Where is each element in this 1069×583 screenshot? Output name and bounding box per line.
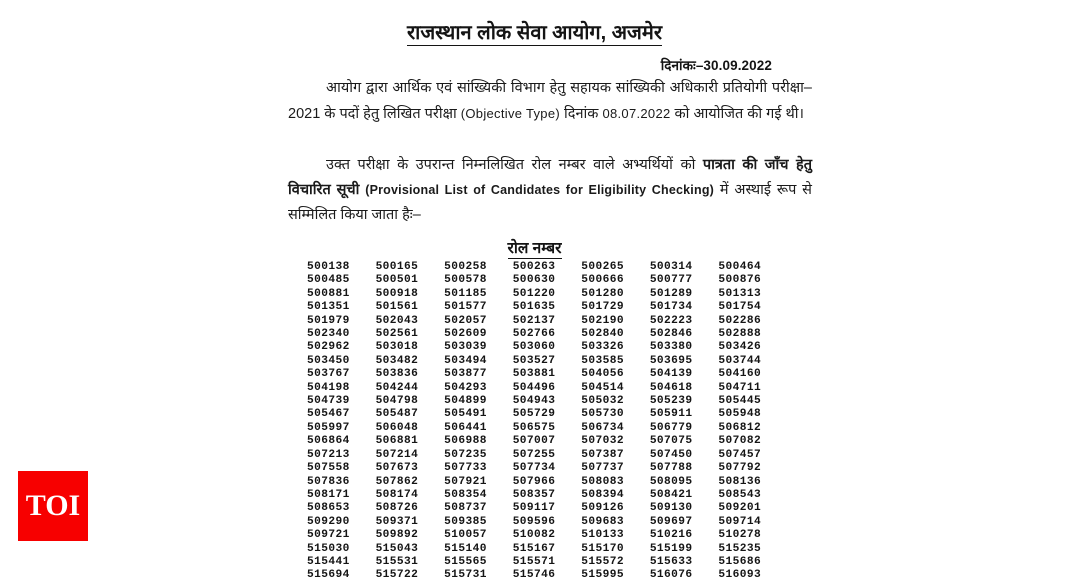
table-row	[307, 341, 787, 354]
roll-number-cell: 504618	[649, 381, 693, 394]
roll-number-cell: 501979	[307, 314, 350, 327]
roll-number-cell: 515995	[581, 569, 624, 582]
roll-number-cell: 502888	[718, 328, 762, 341]
roll-number-cell: 515235	[718, 542, 762, 555]
roll-number-cell: 507214	[375, 448, 419, 461]
roll-number-cell: 505467	[307, 408, 350, 421]
roll-number-cell: 507737	[581, 462, 624, 475]
roll-number-cell: 500165	[375, 261, 419, 273]
roll-number-cell: 505445	[718, 395, 762, 408]
roll-number-cell: 504496	[512, 381, 556, 394]
table-row	[307, 288, 787, 301]
roll-number-cell: 501635	[512, 301, 556, 314]
table-row	[307, 529, 787, 542]
roll-number-cell: 509683	[581, 515, 624, 528]
roll-number-cell: 506441	[444, 421, 487, 434]
table-row	[307, 462, 787, 475]
roll-number-cell: 505487	[375, 408, 419, 421]
roll-number-cell: 507213	[307, 448, 350, 461]
roll-number-cell: 503744	[718, 354, 762, 367]
table-row	[307, 408, 787, 421]
roll-number-cell: 502286	[718, 314, 762, 327]
roll-number-cell: 500578	[444, 274, 487, 287]
roll-number-cell: 503060	[512, 341, 556, 354]
roll-number-heading	[0, 236, 1069, 258]
roll-number-cell: 505729	[512, 408, 556, 421]
roll-number-cell: 507387	[581, 448, 624, 461]
roll-number-cell: 507792	[718, 462, 762, 475]
roll-number-cell: 503326	[581, 341, 624, 354]
roll-number-cell: 506048	[375, 421, 419, 434]
roll-number-cell: 515746	[512, 569, 556, 582]
roll-number-cell: 504244	[375, 381, 419, 394]
roll-number-cell: 501729	[581, 301, 624, 314]
roll-number-cell: 516093	[718, 569, 762, 582]
page-title-text: राजस्थान लोक सेवा आयोग, अजमेर	[406, 22, 663, 44]
para2-english-note: (Provisional List of Candidates for Eligibility Checking)	[365, 183, 715, 197]
roll-number-cell: 500138	[307, 261, 350, 273]
roll-number-cell: 508174	[375, 488, 419, 501]
roll-number-cell: 505911	[649, 408, 693, 421]
roll-number-cell: 515043	[375, 542, 419, 555]
roll-number-cell: 505997	[307, 421, 350, 434]
roll-number-cell: 515167	[512, 542, 556, 555]
roll-number-cell: 508726	[375, 502, 419, 515]
roll-number-cell: 509385	[444, 515, 487, 528]
roll-number-cell: 504739	[307, 395, 350, 408]
table-row	[307, 328, 787, 341]
roll-number-cell: 502561	[375, 328, 419, 341]
document-date: दिनांकः–30.09.2022	[660, 58, 772, 73]
roll-number-cell: 504798	[375, 395, 419, 408]
para1-line1: आयोग द्वारा आर्थिक एवं सांख्यिकी विभाग हेतु सहायक सांख्यिकी अधिकारी	[326, 80, 718, 96]
roll-number-cell: 502846	[649, 328, 693, 341]
roll-number-cell: 509714	[718, 515, 762, 528]
table-row	[307, 274, 787, 287]
roll-number-cell: 509371	[375, 515, 419, 528]
roll-number-cell: 507788	[649, 462, 693, 475]
roll-number-cell: 508653	[307, 502, 350, 515]
roll-number-cell: 515633	[649, 555, 693, 568]
table-row	[307, 435, 787, 448]
page-title	[0, 18, 1069, 45]
roll-number-cell: 503018	[375, 341, 419, 354]
roll-number-cell: 500881	[307, 287, 350, 300]
para1-line2b: दिनांक	[559, 106, 603, 122]
roll-number-cell: 515170	[581, 542, 624, 555]
roll-number-cell: 507558	[307, 462, 350, 475]
roll-number-cell: 510216	[649, 529, 693, 542]
roll-number-cell: 507082	[718, 435, 762, 448]
roll-number-cell: 504899	[444, 395, 487, 408]
roll-number-cell: 500918	[375, 287, 419, 300]
roll-number-cell: 506779	[649, 421, 693, 434]
roll-number-cell: 515722	[375, 569, 419, 582]
roll-number-cell: 509697	[649, 515, 693, 528]
table-row	[307, 543, 787, 556]
roll-number-cell: 515686	[718, 555, 762, 568]
roll-number-cell: 503836	[375, 368, 419, 381]
roll-number-cell: 515441	[307, 555, 350, 568]
roll-number-cell: 503585	[581, 354, 624, 367]
toi-logo	[18, 471, 88, 541]
roll-number-table	[307, 261, 787, 583]
roll-number-cell: 503039	[444, 341, 487, 354]
roll-number-cell: 502840	[581, 328, 624, 341]
roll-number-cell: 504160	[718, 368, 762, 381]
roll-number-cell: 502043	[375, 314, 419, 327]
roll-number-cell: 508394	[581, 488, 624, 501]
roll-number-cell: 502190	[581, 314, 624, 327]
table-row	[307, 449, 787, 462]
roll-number-cell: 510057	[444, 529, 487, 542]
roll-number-cell: 515572	[581, 555, 624, 568]
roll-number-cell: 500630	[512, 274, 556, 287]
roll-number-cell: 500666	[581, 274, 624, 287]
toi-logo-text: TOI	[25, 489, 81, 522]
para2-bold-phrase: पात्रता की जाँच हेतु विचारित सूची	[288, 157, 812, 198]
roll-number-heading-text: रोल नम्बर	[507, 240, 562, 257]
table-row	[307, 382, 787, 395]
table-row	[307, 315, 787, 328]
roll-number-cell: 515140	[444, 542, 487, 555]
roll-number-cell: 503426	[718, 341, 762, 354]
roll-number-cell: 507862	[375, 475, 419, 488]
roll-number-cell: 505239	[649, 395, 693, 408]
roll-number-cell: 509130	[649, 502, 693, 515]
roll-number-cell: 501289	[649, 287, 693, 300]
roll-number-cell: 503695	[649, 354, 693, 367]
roll-number-cell: 500258	[444, 261, 487, 273]
roll-number-cell: 505491	[444, 408, 487, 421]
roll-number-cell: 506881	[375, 435, 419, 448]
roll-number-cell: 507450	[649, 448, 693, 461]
paragraph-exam-details	[288, 76, 812, 127]
roll-number-cell: 500263	[512, 261, 556, 273]
roll-number-cell: 500314	[649, 261, 693, 273]
roll-number-cell: 504056	[581, 368, 624, 381]
roll-number-cell: 502057	[444, 314, 487, 327]
roll-number-cell: 500501	[375, 274, 419, 287]
roll-number-cell: 508357	[512, 488, 556, 501]
table-row	[307, 516, 787, 529]
roll-number-cell: 506864	[307, 435, 350, 448]
roll-number-cell: 502962	[307, 341, 350, 354]
roll-number-cell: 507235	[444, 448, 487, 461]
roll-number-cell: 508171	[307, 488, 350, 501]
table-row	[307, 261, 787, 274]
roll-number-cell: 502766	[512, 328, 556, 341]
roll-number-cell: 507733	[444, 462, 487, 475]
roll-number-cell: 515571	[512, 555, 556, 568]
roll-number-cell: 507966	[512, 475, 556, 488]
roll-number-cell: 507007	[512, 435, 556, 448]
roll-number-cell: 500485	[307, 274, 350, 287]
roll-number-cell: 509596	[512, 515, 556, 528]
roll-number-cell: 509721	[307, 529, 350, 542]
roll-number-cell: 502137	[512, 314, 556, 327]
roll-number-cell: 501351	[307, 301, 350, 314]
roll-number-cell: 515531	[375, 555, 419, 568]
table-row	[307, 422, 787, 435]
roll-number-cell: 503877	[444, 368, 487, 381]
roll-number-cell: 515199	[649, 542, 693, 555]
roll-number-cell: 510278	[718, 529, 762, 542]
roll-number-cell: 503881	[512, 368, 556, 381]
roll-number-cell: 501577	[444, 301, 487, 314]
table-row	[307, 368, 787, 381]
para2-part1: उक्त परीक्षा के उपरान्त निम्नलिखित रोल नम्बर वाले अभ्यर्थियों को	[326, 157, 703, 173]
roll-number-cell: 503450	[307, 354, 350, 367]
roll-number-cell: 501220	[512, 287, 556, 300]
roll-number-cell: 501185	[444, 287, 487, 300]
roll-number-cell: 500777	[649, 274, 693, 287]
roll-number-cell: 508083	[581, 475, 624, 488]
roll-number-cell: 510082	[512, 529, 556, 542]
para1-exam-date: 08.07.2022	[602, 106, 671, 121]
roll-number-cell: 509892	[375, 529, 419, 542]
roll-number-cell: 508136	[718, 475, 762, 488]
roll-number-cell: 503527	[512, 354, 556, 367]
roll-number-cell: 501280	[581, 287, 624, 300]
roll-number-table-body	[307, 261, 787, 583]
roll-number-cell: 506988	[444, 435, 487, 448]
roll-number-cell: 516076	[649, 569, 693, 582]
roll-number-cell: 508354	[444, 488, 487, 501]
roll-number-cell: 509290	[307, 515, 350, 528]
roll-number-cell: 504293	[444, 381, 487, 394]
roll-number-cell: 507457	[718, 448, 762, 461]
para1-line2a: प्रतियोगी परीक्षा–2021 के पदों हेतु लिखित परीक्षा	[288, 80, 812, 122]
roll-number-cell: 507032	[581, 435, 624, 448]
para2-part2: में अस्थाई रूप से सम्मिलित किया जाता हैः–	[288, 182, 812, 223]
roll-number-cell: 502340	[307, 328, 350, 341]
roll-number-cell: 507673	[375, 462, 419, 475]
roll-number-cell: 507734	[512, 462, 556, 475]
roll-number-cell: 500876	[718, 274, 762, 287]
paragraph-provisional-list	[288, 153, 812, 228]
roll-number-cell: 505948	[718, 408, 762, 421]
roll-number-cell: 501561	[375, 301, 419, 314]
roll-number-cell: 501313	[718, 287, 762, 300]
roll-number-cell: 504711	[718, 381, 762, 394]
roll-number-cell: 501754	[718, 301, 762, 314]
table-row	[307, 476, 787, 489]
roll-number-cell: 507836	[307, 475, 350, 488]
roll-number-cell: 508737	[444, 502, 487, 515]
roll-number-cell: 515030	[307, 542, 350, 555]
table-row	[307, 502, 787, 515]
table-row	[307, 301, 787, 314]
table-row	[307, 355, 787, 368]
roll-number-cell: 500464	[718, 261, 762, 273]
roll-number-cell: 510133	[581, 529, 624, 542]
roll-number-cell: 504198	[307, 381, 350, 394]
roll-number-cell: 500265	[581, 261, 624, 273]
roll-number-cell: 507075	[649, 435, 693, 448]
para1-objective-type: (Objective Type)	[460, 106, 560, 121]
roll-number-cell: 504139	[649, 368, 693, 381]
roll-number-cell: 507255	[512, 448, 556, 461]
roll-number-cell: 508421	[649, 488, 693, 501]
roll-number-cell: 515694	[307, 569, 350, 582]
roll-number-cell: 502609	[444, 328, 487, 341]
roll-number-cell: 504943	[512, 395, 556, 408]
table-row	[307, 569, 787, 582]
roll-number-cell: 506575	[512, 421, 556, 434]
table-row	[307, 556, 787, 569]
table-row	[307, 489, 787, 502]
roll-number-cell: 503380	[649, 341, 693, 354]
roll-number-cell: 506734	[581, 421, 624, 434]
roll-number-cell: 502223	[649, 314, 693, 327]
para1-line3: को आयोजित की गई थी।	[674, 106, 805, 122]
roll-number-cell: 501734	[649, 301, 693, 314]
roll-number-cell: 508095	[649, 475, 693, 488]
roll-number-cell: 505032	[581, 395, 624, 408]
roll-number-cell: 503482	[375, 354, 419, 367]
roll-number-cell: 507921	[444, 475, 487, 488]
roll-number-cell: 509201	[718, 502, 762, 515]
roll-number-cell: 505730	[581, 408, 624, 421]
roll-number-cell: 509117	[512, 502, 556, 515]
roll-number-cell: 515565	[444, 555, 487, 568]
roll-number-cell: 503494	[444, 354, 487, 367]
roll-number-cell: 506812	[718, 421, 762, 434]
roll-number-cell: 508543	[718, 488, 762, 501]
roll-number-cell: 503767	[307, 368, 350, 381]
roll-number-cell: 515731	[444, 569, 487, 582]
roll-number-cell: 509126	[581, 502, 624, 515]
table-row	[307, 395, 787, 408]
roll-number-cell: 504514	[581, 381, 624, 394]
